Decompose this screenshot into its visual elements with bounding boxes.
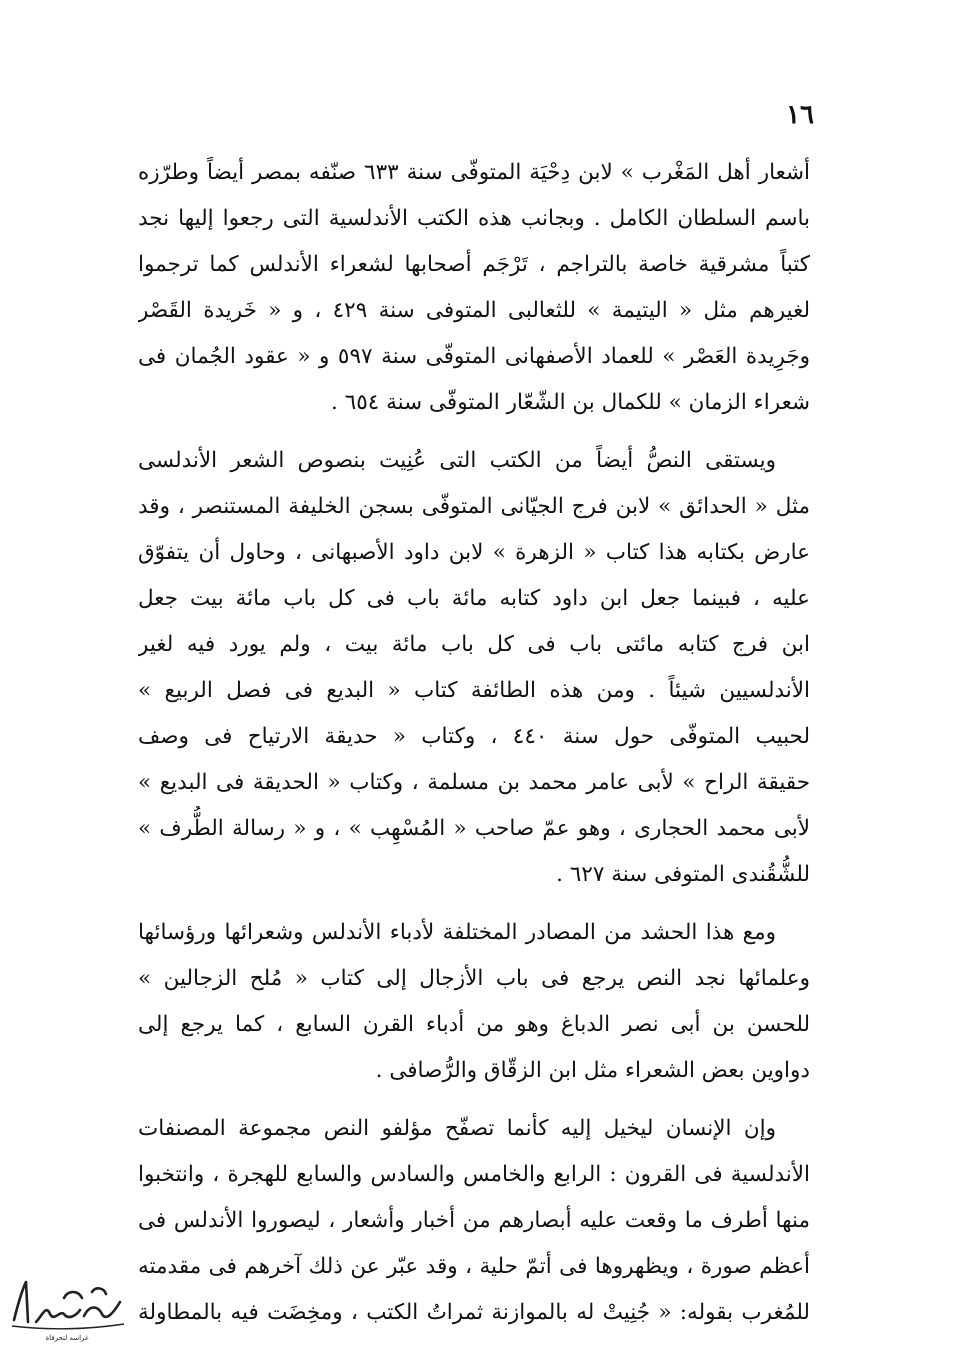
text-line: باسم السلطان الكامل . وبجانب هذه الكتب الأندلسية التى رجعوا إليها نجد — [138, 206, 810, 231]
text-line: ومع هذا الحشد من المصادر المختلفة لأدباء الأندلس وشعرائها ورؤسائها — [138, 920, 776, 945]
text-line: للمُغرب بقوله: « جُنِيتْ له بالموازنة ثمراتُ الكتب ، ومخِضَت فيه بالمطاولة — [138, 1300, 810, 1325]
text-line: الأندلسيين شيئاً . ومن هذه الطائفة كتاب « البديع فى فصل الربيع » — [138, 678, 810, 703]
text-line: لغيرهم مثل « اليتيمة » للثعالبى المتوفى سنة ٤٢٩ ، و « خَريدة القَصْر — [138, 298, 810, 323]
text-line: لأبى محمد الحجارى ، وهو عمّ صاحب « المُسْهِب » ، و « رسالة الطُّرف » — [138, 816, 810, 841]
library-stamp-logo — [6, 1276, 128, 1342]
text-line: مثل « الحدائق » لابن فرج الجيّانى المتوفّى بسجن الخليفة المستنصر ، وقد — [138, 494, 810, 519]
text-line: الأندلسية فى القرون : الرابع والخامس والسادس والسابع للهجرة ، وانتخبوا — [138, 1162, 810, 1187]
text-line: للشُّقُندى المتوفى سنة ٦٢٧ . — [556, 862, 810, 887]
text-line: أعظم صورة ، ويظهروها فى أتمّ حلية ، وقد عبّر عن ذلك آخرهم فى مقدمته — [138, 1254, 810, 1279]
text-line: عارض بكتابه هذا كتاب « الزهرة » لابن داود الأصبهانى ، وحاول أن يتفوّق — [138, 540, 810, 565]
text-line: عليه ، فبينما جعل ابن داود كتابه مائة باب فى كل باب مائة بيت جعل — [138, 586, 810, 611]
text-line: أشعار أهل المَغْرب » لابن دِحْيَة المتوفّى سنة ٦٣٣ صنّفه بمصر أيضاً وطرّزه — [138, 160, 810, 185]
paragraph-4 — [138, 1106, 810, 1336]
page-number: ١٦ — [786, 100, 814, 130]
stamp-caption: غراسه لتحرفاة — [45, 1334, 89, 1342]
paragraph-3 — [138, 910, 810, 1094]
text-line: ويستقى النصُّ أيضاً من الكتب التى عُنِيت بنصوص الشعر الأندلسى — [138, 448, 776, 473]
text-line: وجَرِيدة العَصْر » للعماد الأصفهانى المتوفّى سنة ٥٩٧ و « عقود الجُمان فى — [138, 344, 810, 369]
text-line: للحسن بن أبى نصر الدباغ وهو من أدباء القرن السابع ، كما يرجع إلى — [138, 1012, 810, 1037]
text-line: ابن فرج كتابه مائتى باب فى كل باب مائة بيت ، ولم يورد فيه لغير — [138, 632, 810, 657]
calligraphy-logo-icon — [6, 1276, 128, 1332]
text-line: لحبيب المتوفّى حول سنة ٤٤٠ ، وكتاب « حديقة الارتياح فى وصف — [138, 724, 810, 749]
paragraph-2 — [138, 438, 810, 898]
text-line: حقيقة الراح » لأبى عامر محمد بن مسلمة ، وكتاب « الحديقة فى البديع » — [138, 770, 810, 795]
text-line: وعلمائها نجد النص يرجع فى باب الأزجال إلى كتاب « مُلح الزجالين » — [138, 966, 810, 991]
body-text — [138, 150, 810, 1336]
paragraph-1 — [138, 150, 810, 426]
text-line: دواوين بعض الشعراء مثل ابن الزقّاق والرُّصافى . — [375, 1058, 810, 1083]
text-line: وإن الإنسان ليخيل إليه كأنما تصفّح مؤلفو النص مجموعة المصنفات — [138, 1116, 776, 1141]
text-line: منها أطرف ما وقعت عليه أبصارهم من أخبار وأشعار ، ليصوروا الأندلس فى — [138, 1208, 810, 1233]
text-line: كتباً مشرقية خاصة بالتراجم ، تَرْجَم أصحابها لشعراء الأندلس كما ترجموا — [138, 252, 810, 277]
text-line: شعراء الزمان » للكمال بن الشّعّار المتوفّى سنة ٦٥٤ . — [330, 390, 810, 415]
